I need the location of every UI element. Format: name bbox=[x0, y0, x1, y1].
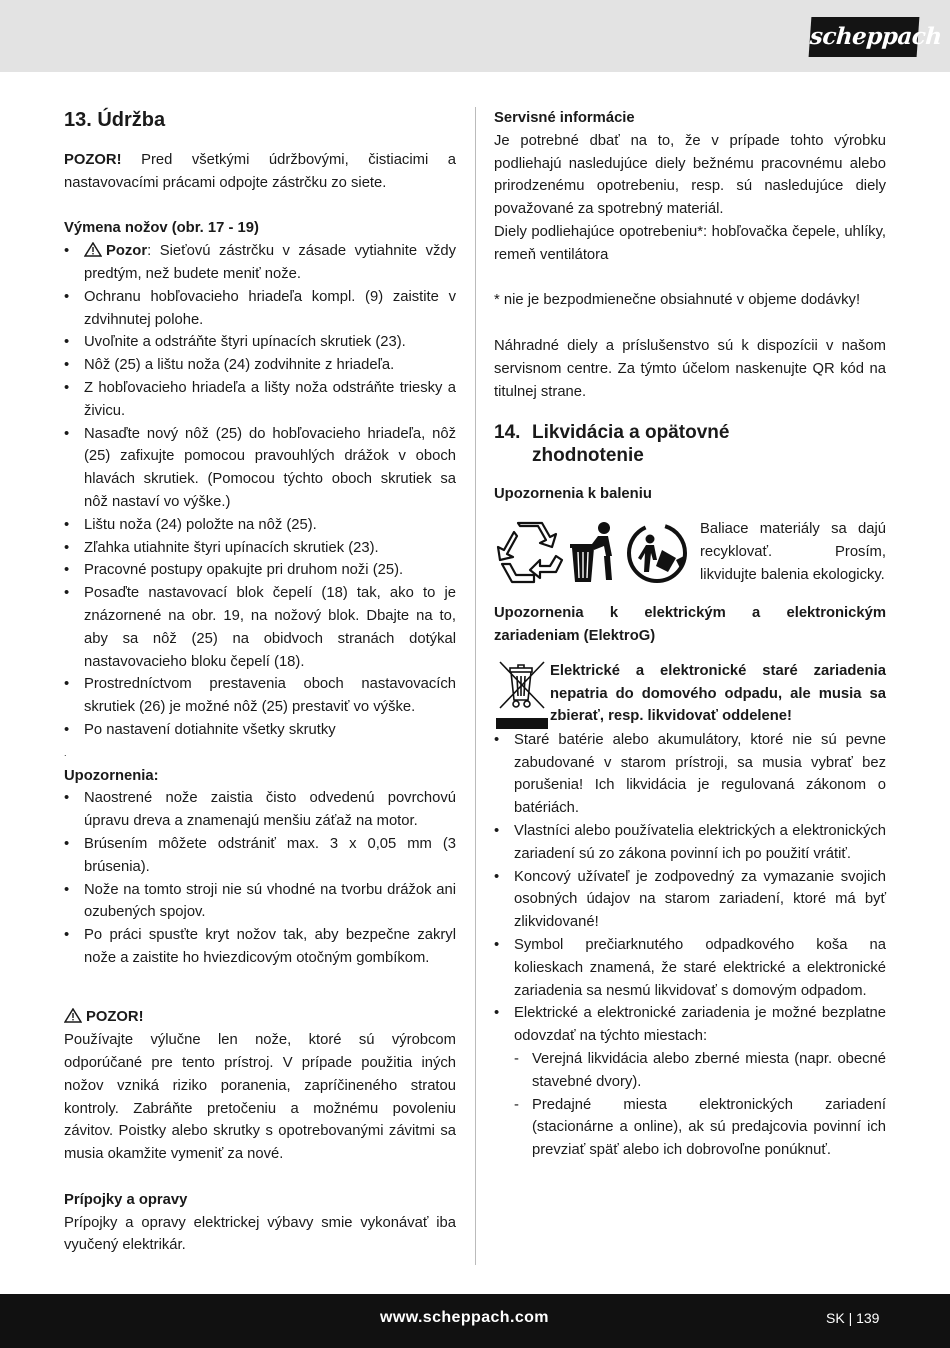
crossed-bin-icon bbox=[496, 660, 548, 710]
section-heading-disposal bbox=[494, 421, 886, 467]
list-item: • Staré batérie alebo akumulátory, ktoré nie sú pevne zabudované v starom prístroji, sa musia vybrať bez porušenia! Ich likvidácia je regulovaná zákonom o batériách. bbox=[494, 729, 886, 820]
list-item: • Nasaďte nový nôž (25) do hobľovacieho hriadeľa, nôž (25) zafixujte pomocou pravouhlých drážok v oboch hlavách skrutiek. (Pomocou týchto oboch skrutiek sa nôž nastaví vo výške.) bbox=[64, 423, 456, 514]
weee-symbol bbox=[494, 660, 550, 729]
footer-url[interactable]: www.scheppach.com bbox=[380, 1309, 549, 1326]
pozor-text: Pred všetkými údržbovými, čistiacimi a nastavovacími prácami odpojte zástrčku zo siete. bbox=[64, 152, 456, 191]
list-subitem: - Verejná likvidácia alebo zberné miesta (napr. obecné stavebné dvory). bbox=[512, 1048, 886, 1094]
connections-heading: Prípojky a opravy bbox=[64, 1191, 188, 1208]
list-item: • Lištu noža (24) položte na nôž (25). bbox=[64, 514, 456, 537]
list-item: • Z hobľovacieho hriadeľa a lišty noža odstráňte triesky a živicu. bbox=[64, 377, 456, 423]
list-item: • Koncový užívateľ je zodpovedný za vymazanie svojich osobných údajov na starom zariadení, ktoré má byť zlikvidované! bbox=[494, 866, 886, 934]
warning-icon bbox=[84, 242, 102, 257]
list-item: • Posaďte nastavovací blok čepelí (18) tak, ako to je znázornené na obr. 19, na nožový blok. Dbajte na to, aby sa nôž (25) na obidvoch stranách dotýkal nastavovacieho bloku čepelí (18). bbox=[64, 582, 456, 673]
recycle-icon bbox=[494, 520, 564, 586]
list-item: • Vlastníci alebo používatelia elektrických a elektronických zariadení sú zo zákona povinní ich po použití vrátiť. bbox=[494, 820, 886, 866]
weee-list bbox=[494, 729, 886, 1048]
list-item: • Zľahka utiahnite štyri upínacích skrutiek (23). bbox=[64, 537, 456, 560]
notes-heading: Upozornenia: bbox=[64, 767, 159, 784]
wear-parts-text: Diely podliehajúce opotrebeniu*: hobľovačka čepele, uhlíky, remeň ventilátora bbox=[494, 223, 886, 263]
list-item: • Pracovné postupy opakujte pri druhom noži (25). bbox=[64, 559, 456, 582]
right-column bbox=[494, 107, 886, 1162]
tidyman-recycle-icon bbox=[624, 520, 690, 586]
packaging-text: Baliace materiály sa dajú recyklovať. Prosím, likvidujte balenia ekologicky. bbox=[700, 521, 886, 583]
list-item: • Prostredníctvom prestavenia oboch nastavovacích skrutiek (26) je možné nôž (25) prestaviť vo výške. bbox=[64, 673, 456, 719]
packaging-row bbox=[494, 518, 886, 588]
trash-disposal-icon bbox=[568, 520, 620, 586]
knife-change-heading: Výmena nožov (obr. 17 - 19) bbox=[64, 220, 259, 237]
page-number: SK | 139 bbox=[826, 1310, 880, 1326]
connections-text: Prípojky a opravy elektrickej výbavy smie vykonávať iba vyučený elektrikár. bbox=[64, 1214, 456, 1254]
list-item: • Brúsením môžete odstrániť max. 3 x 0,05 mm (3 brúsenia). bbox=[64, 833, 456, 879]
list-item: • Symbol prečiarknutého odpadkového koša na kolieskach znamená, že staré elektrické a elektronické zariadenia sa nesmú likvidovať s domovým odpadom. bbox=[494, 934, 886, 1002]
spare-parts-text: Náhradné diely a príslušenstvo sú k dispozícii v našom servisnom centre. Za týmto účelom naskenujte QR kód na titulnej strane. bbox=[494, 337, 886, 400]
weee-row bbox=[494, 660, 886, 729]
packaging-icons bbox=[494, 518, 700, 588]
service-heading: Servisné informácie bbox=[494, 110, 635, 126]
list-item: • Po nastavení dotiahnite všetky skrutky bbox=[64, 719, 456, 742]
packaging-heading: Upozornenia k baleniu bbox=[494, 486, 652, 503]
list-item bbox=[64, 240, 456, 286]
list-item: • Elektrické a elektronické zariadenia je možné bezplatne odovzdať na týchto miestach: bbox=[494, 1002, 886, 1048]
footnote-text: * nie je bezpodmienečne obsiahnuté v objeme dodávky! bbox=[494, 292, 861, 309]
weee-bar bbox=[496, 718, 548, 729]
list-item: • Nôž (25) a lištu noža (24) zodvihnite z hriadeľa. bbox=[64, 354, 456, 377]
knife-change-list bbox=[64, 240, 456, 742]
list-item: • Nože na tomto stroji nie sú vhodné na tvorbu drážok ani ozubených spojov. bbox=[64, 879, 456, 925]
section-heading-maintenance: 13. Údržba bbox=[64, 109, 166, 131]
weee-heading: Upozornenia k elektrickým a elektronickým zariadeniam (ElektroG) bbox=[494, 605, 886, 644]
pozor-inline-label: Pozor bbox=[106, 243, 148, 260]
brand-logo: scheppach bbox=[809, 17, 920, 57]
pozor2-heading bbox=[64, 1006, 456, 1029]
pozor2-label: POZOR! bbox=[86, 1009, 144, 1026]
header-bar bbox=[0, 0, 950, 72]
list-item: • Uvoľnite a odstráňte štyri upínacích skrutiek (23). bbox=[64, 331, 456, 354]
section-title-line-2: zhodnotenie bbox=[532, 445, 644, 467]
pozor-paragraph bbox=[64, 149, 456, 195]
footer-bar bbox=[0, 1294, 950, 1348]
column-divider bbox=[475, 107, 476, 1265]
list-subitem: - Predajné miesta elektronických zariadení (stacionárne a online), ak sú predajcovia povinní ich prevziať späť alebo ich dobrovoľne ponúknuť. bbox=[512, 1094, 886, 1162]
warning-icon bbox=[64, 1008, 82, 1023]
section-number: 14. bbox=[494, 422, 521, 444]
pozor-label: POZOR! bbox=[64, 152, 122, 168]
stray-dot: . bbox=[64, 747, 67, 758]
section-title-line-1: Likvidácia a opätovné bbox=[532, 422, 730, 444]
pozor2-text: Používajte výlučne len nože, ktoré sú výrobcom odporúčané pre tento prístroj. V prípade použitia iných nožov vzniká riziko poranenia, zapríčineného stratou kontroly. Zabráňte pretočeniu a možnému povoleniu závitov. Poistky alebo skrutky s opotrebovanými závitmi sa musia okamžite vymeniť za nové. bbox=[64, 1032, 456, 1163]
list-item: • Po práci spusťte kryt nožov tak, aby bezpečne zakryl nože a zaistite ho hviezdicovým otočným gombíkom. bbox=[64, 924, 456, 970]
list-item: • Ochranu hobľovacieho hriadeľa kompl. (9) zaistite v zdvihnutej polohe. bbox=[64, 286, 456, 332]
list-item: • Naostrené nože zaistia čisto odvedenú povrchovú úpravu dreva a znamenajú menšiu záťaž na motor. bbox=[64, 787, 456, 833]
left-column bbox=[64, 107, 456, 1257]
weee-sublist bbox=[512, 1048, 886, 1162]
notes-list bbox=[64, 787, 456, 969]
weee-warning: Elektrické a elektronické staré zariadenia nepatria do domového odpadu, ale musia sa zbierať, resp. likvidovať oddelene! bbox=[550, 662, 886, 725]
list-item-text: : Sieťovú zástrčku v zásade vytiahnite vždy predtým, než budete meniť nože. bbox=[84, 243, 456, 282]
service-text: Je potrebné dbať na to, že v prípade tohto výrobku podliehajú nasledujúce diely bežnému pracovnému alebo prirodzenému opotrebeniu, resp. sú nasledujúce diely považované za spotrebný materiál. bbox=[494, 132, 886, 218]
